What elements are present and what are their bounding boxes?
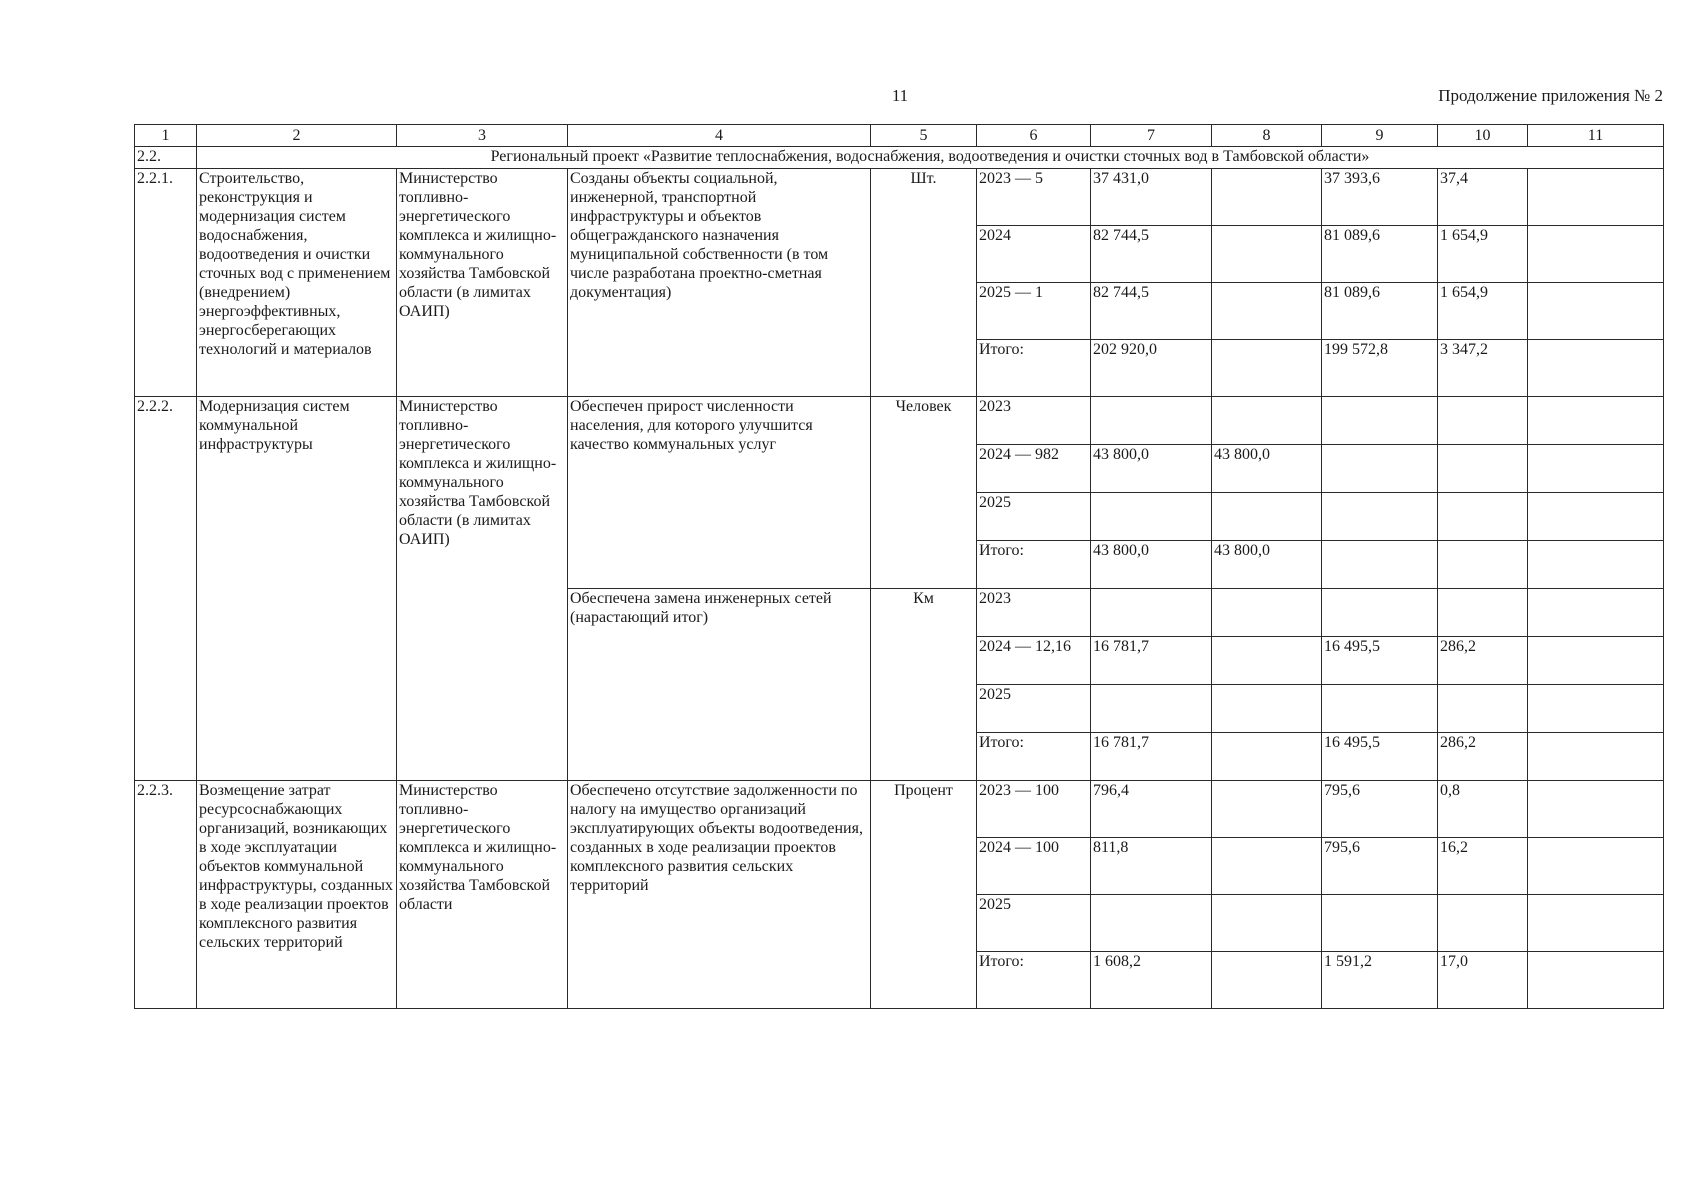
value-cell <box>1322 541 1438 589</box>
table-row <box>135 781 1664 838</box>
page-number: 11 <box>891 86 909 105</box>
item-code: 2.2.2. <box>135 397 197 781</box>
value-cell <box>1438 589 1528 637</box>
value-cell: 16 495,5 <box>1322 637 1438 685</box>
value-cell: 3 347,2 <box>1438 340 1528 397</box>
column-header: 8 <box>1212 125 1322 147</box>
value-cell <box>1322 589 1438 637</box>
item-unit: Шт. <box>871 169 977 397</box>
appendix-table <box>134 124 1664 1009</box>
value-cell: 796,4 <box>1091 781 1212 838</box>
value-cell <box>1528 169 1664 226</box>
value-cell: 199 572,8 <box>1322 340 1438 397</box>
value-cell: 202 920,0 <box>1091 340 1212 397</box>
value-cell: 17,0 <box>1438 952 1528 1009</box>
value-cell: 811,8 <box>1091 838 1212 895</box>
value-cell <box>1528 340 1664 397</box>
year-cell: Итого: <box>977 541 1091 589</box>
value-cell <box>1322 895 1438 952</box>
value-cell <box>1322 445 1438 493</box>
table-row <box>135 169 1664 226</box>
value-cell: 795,6 <box>1322 838 1438 895</box>
year-cell: 2023 <box>977 397 1091 445</box>
value-cell <box>1212 781 1322 838</box>
value-cell <box>1212 637 1322 685</box>
year-cell: 2024 — 100 <box>977 838 1091 895</box>
value-cell: 16 495,5 <box>1322 733 1438 781</box>
value-cell <box>1528 445 1664 493</box>
year-cell: 2025 — 1 <box>977 283 1091 340</box>
value-cell <box>1212 952 1322 1009</box>
year-cell: Итого: <box>977 733 1091 781</box>
section-code: 2.2. <box>135 147 197 169</box>
value-cell <box>1212 226 1322 283</box>
table-row <box>135 397 1664 445</box>
value-cell <box>1438 685 1528 733</box>
value-cell <box>1212 895 1322 952</box>
value-cell <box>1212 493 1322 541</box>
value-cell: 1 654,9 <box>1438 283 1528 340</box>
value-cell <box>1438 895 1528 952</box>
value-cell <box>1528 895 1664 952</box>
value-cell <box>1091 493 1212 541</box>
value-cell: 286,2 <box>1438 733 1528 781</box>
value-cell: 0,8 <box>1438 781 1528 838</box>
value-cell: 1 654,9 <box>1438 226 1528 283</box>
value-cell <box>1091 895 1212 952</box>
value-cell <box>1528 637 1664 685</box>
column-header: 11 <box>1528 125 1664 147</box>
item-name: Строительство, реконструкция и модернизация систем водоснабжения, водоотведения и очистки сточных вод с применением (внедрением) энергоэффективных, энергосберегающих технологий и материалов <box>197 169 397 397</box>
value-cell: 16,2 <box>1438 838 1528 895</box>
column-header: 7 <box>1091 125 1212 147</box>
year-cell: 2023 — 5 <box>977 169 1091 226</box>
item-name: Возмещение затрат ресурсоснабжающих организаций, возникающих в ходе эксплуатации объектов коммунальной инфраструктуры, созданных в ходе реализации проектов комплексного развития сельских территорий <box>197 781 397 1009</box>
value-cell <box>1438 493 1528 541</box>
column-header: 6 <box>977 125 1091 147</box>
value-cell <box>1212 838 1322 895</box>
value-cell <box>1528 589 1664 637</box>
column-header: 10 <box>1438 125 1528 147</box>
value-cell <box>1212 589 1322 637</box>
item-name: Модернизация систем коммунальной инфраструктуры <box>197 397 397 781</box>
column-header: 1 <box>135 125 197 147</box>
year-cell: 2023 <box>977 589 1091 637</box>
value-cell <box>1212 283 1322 340</box>
value-cell: 43 800,0 <box>1212 445 1322 493</box>
value-cell <box>1528 781 1664 838</box>
column-header: 4 <box>568 125 871 147</box>
value-cell <box>1091 589 1212 637</box>
value-cell: 82 744,5 <box>1091 226 1212 283</box>
item-result: Обеспечен прирост численности населения, для которого улучшится качество коммунальных услуг <box>568 397 871 589</box>
column-header: 3 <box>397 125 568 147</box>
value-cell <box>1438 445 1528 493</box>
value-cell <box>1528 226 1664 283</box>
year-cell: 2025 <box>977 895 1091 952</box>
value-cell: 286,2 <box>1438 637 1528 685</box>
value-cell <box>1322 493 1438 541</box>
value-cell <box>1212 397 1322 445</box>
item-unit: Км <box>871 589 977 781</box>
value-cell: 43 800,0 <box>1091 445 1212 493</box>
value-cell: 37 431,0 <box>1091 169 1212 226</box>
item-unit: Человек <box>871 397 977 589</box>
year-cell: 2025 <box>977 493 1091 541</box>
item-result: Созданы объекты социальной, инженерной, транспортной инфраструктуры и объектов общегражданского назначения муниципальной собственности (в том числе разработана проектно-сметная документация) <box>568 169 871 397</box>
value-cell <box>1528 283 1664 340</box>
value-cell: 37 393,6 <box>1322 169 1438 226</box>
value-cell <box>1322 685 1438 733</box>
value-cell <box>1528 838 1664 895</box>
item-executor: Министерство топливно-энергетического комплекса и жилищно-коммунального хозяйства Тамбовской области (в лимитах ОАИП) <box>397 397 568 781</box>
value-cell: 1 591,2 <box>1322 952 1438 1009</box>
column-number-row <box>135 125 1664 147</box>
value-cell <box>1212 169 1322 226</box>
section-row <box>135 147 1664 169</box>
item-result: Обеспечена замена инженерных сетей (нарастающий итог) <box>568 589 871 781</box>
item-unit: Процент <box>871 781 977 1009</box>
item-code: 2.2.3. <box>135 781 197 1009</box>
value-cell <box>1528 541 1664 589</box>
value-cell <box>1212 733 1322 781</box>
value-cell: 16 781,7 <box>1091 637 1212 685</box>
value-cell <box>1528 685 1664 733</box>
value-cell <box>1528 397 1664 445</box>
column-header: 9 <box>1322 125 1438 147</box>
year-cell: Итого: <box>977 340 1091 397</box>
section-title: Региональный проект «Развитие теплоснабжения, водоснабжения, водоотведения и очистки сточных вод в Тамбовской области» <box>197 147 1664 169</box>
year-cell: 2023 — 100 <box>977 781 1091 838</box>
item-result: Обеспечено отсутствие задолженности по налогу на имущество организаций эксплуатирующих объекты водоотведения, созданных в ходе реализации проектов комплексного развития сельских территорий <box>568 781 871 1009</box>
value-cell <box>1322 397 1438 445</box>
year-cell: Итого: <box>977 952 1091 1009</box>
year-cell: 2024 — 982 <box>977 445 1091 493</box>
column-header: 2 <box>197 125 397 147</box>
value-cell <box>1091 397 1212 445</box>
value-cell: 43 800,0 <box>1091 541 1212 589</box>
value-cell: 81 089,6 <box>1322 226 1438 283</box>
value-cell <box>1438 541 1528 589</box>
item-executor: Министерство топливно-энергетического комплекса и жилищно-коммунального хозяйства Тамбовской области <box>397 781 568 1009</box>
year-cell: 2024 <box>977 226 1091 283</box>
item-code: 2.2.1. <box>135 169 197 397</box>
value-cell <box>1212 685 1322 733</box>
value-cell: 16 781,7 <box>1091 733 1212 781</box>
value-cell <box>1212 340 1322 397</box>
item-executor: Министерство топливно-энергетического комплекса и жилищно-коммунального хозяйства Тамбовской области (в лимитах ОАИП) <box>397 169 568 397</box>
value-cell: 81 089,6 <box>1322 283 1438 340</box>
value-cell <box>1091 685 1212 733</box>
column-header: 5 <box>871 125 977 147</box>
value-cell: 82 744,5 <box>1091 283 1212 340</box>
value-cell <box>1528 493 1664 541</box>
value-cell: 43 800,0 <box>1212 541 1322 589</box>
value-cell: 795,6 <box>1322 781 1438 838</box>
appendix-note: Продолжение приложения № 2 <box>1438 86 1663 105</box>
value-cell: 1 608,2 <box>1091 952 1212 1009</box>
value-cell <box>1438 397 1528 445</box>
value-cell <box>1528 733 1664 781</box>
value-cell: 37,4 <box>1438 169 1528 226</box>
value-cell <box>1528 952 1664 1009</box>
year-cell: 2025 <box>977 685 1091 733</box>
year-cell: 2024 — 12,16 <box>977 637 1091 685</box>
